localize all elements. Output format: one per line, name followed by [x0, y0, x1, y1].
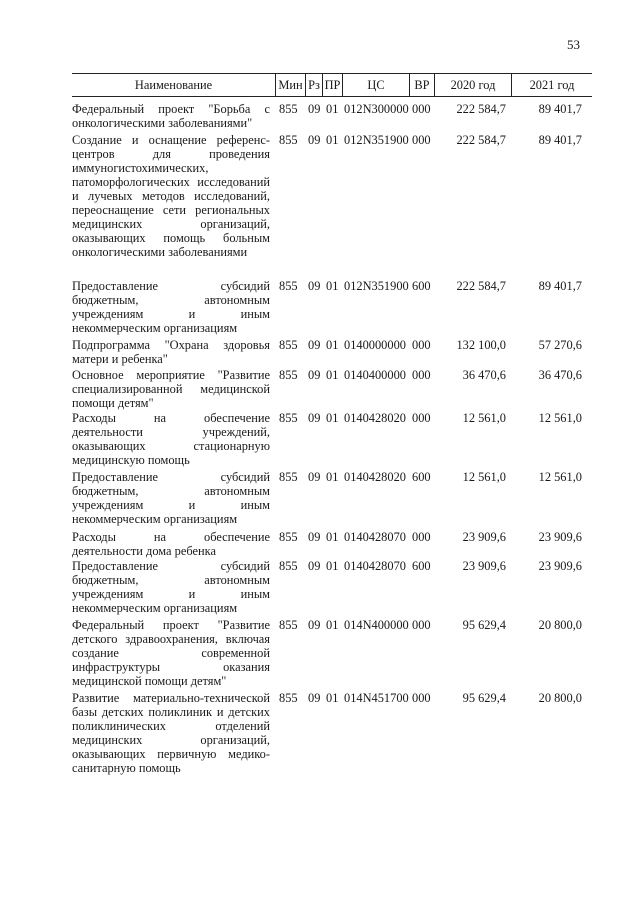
row-name: Подпрограмма "Охрана здоровья матери и ребенка"	[72, 338, 270, 366]
row-cs: 0140000000	[344, 338, 406, 352]
row-cs: 014N400000	[344, 618, 409, 632]
row-pr: 01	[326, 618, 339, 632]
row-min: 855	[279, 559, 298, 573]
row-pr: 01	[326, 338, 339, 352]
row-vr: 000	[412, 133, 431, 147]
row-cs: 012N351900	[344, 279, 409, 293]
row-min: 855	[279, 530, 298, 544]
header-2020: 2020 год	[435, 74, 512, 96]
row-rz: 09	[308, 368, 321, 382]
row-min: 855	[279, 102, 298, 116]
row-pr: 01	[326, 559, 339, 573]
row-name: Создание и оснащение референс-центров для проведения иммуногистохимических, патоморфологических исследований и лучевых методов исследований, переоснащение сети региональных медицинских организаций, оказывающих помощь больным онкологическими заболеваниями	[72, 133, 270, 259]
row-vr: 000	[412, 411, 431, 425]
row-2020: 132 100,0	[456, 338, 506, 352]
row-pr: 01	[326, 368, 339, 382]
row-rz: 09	[308, 338, 321, 352]
row-name: Федеральный проект "Развитие детского здравоохранения, включая создание современной инфраструктуры оказания медицинской помощи детям"	[72, 618, 270, 688]
header-vr: ВР	[410, 74, 435, 96]
row-cs: 0140428070	[344, 559, 406, 573]
row-name: Предоставление субсидий бюджетным, автономным учреждениям и иным некоммерческим организациям	[72, 279, 270, 335]
row-name: Расходы на обеспечение деятельности учреждений, оказывающих стационарную медицинскую помощь	[72, 411, 270, 467]
row-rz: 09	[308, 102, 321, 116]
row-name: Предоставление субсидий бюджетным, автономным учреждениям и иным некоммерческим организациям	[72, 559, 270, 615]
row-rz: 09	[308, 279, 321, 293]
row-min: 855	[279, 368, 298, 382]
row-2020: 36 470,6	[462, 368, 506, 382]
header-rz: Рз	[306, 74, 323, 96]
row-cs: 014N451700	[344, 691, 409, 705]
row-pr: 01	[326, 102, 339, 116]
row-2020: 23 909,6	[462, 559, 506, 573]
row-pr: 01	[326, 530, 339, 544]
row-2020: 12 561,0	[462, 470, 506, 484]
row-name: Основное мероприятие "Развитие специализированной медицинской помощи детям"	[72, 368, 270, 410]
row-cs: 0140428070	[344, 530, 406, 544]
row-2020: 23 909,6	[462, 530, 506, 544]
row-cs: 0140428020	[344, 470, 406, 484]
row-2020: 222 584,7	[456, 102, 506, 116]
header-name: Наименование	[72, 74, 276, 96]
header-2021: 2021 год	[529, 78, 575, 92]
page-number: 53	[567, 37, 580, 52]
row-vr: 000	[412, 368, 431, 382]
row-2021: 12 561,0	[538, 411, 582, 425]
row-pr: 01	[326, 133, 339, 147]
row-name: Предоставление субсидий бюджетным, автономным учреждениям и иным некоммерческим организациям	[72, 470, 270, 526]
row-2021: 20 800,0	[538, 618, 582, 632]
row-2021: 36 470,6	[538, 368, 582, 382]
row-2021: 89 401,7	[538, 102, 582, 116]
row-rz: 09	[308, 559, 321, 573]
row-min: 855	[279, 691, 298, 705]
row-cs: 0140400000	[344, 368, 406, 382]
row-name: Развитие материально-технической базы детских поликлиник и детских поликлинических отделений медицинских организаций, оказывающих первичную медико-санитарную помощь	[72, 691, 270, 775]
table-header	[72, 73, 592, 97]
row-2021: 23 909,6	[538, 559, 582, 573]
row-rz: 09	[308, 530, 321, 544]
row-2021: 89 401,7	[538, 133, 582, 147]
row-cs: 012N351900	[344, 133, 409, 147]
row-2020: 12 561,0	[462, 411, 506, 425]
row-min: 855	[279, 133, 298, 147]
row-2021: 20 800,0	[538, 691, 582, 705]
row-rz: 09	[308, 411, 321, 425]
row-name: Федеральный проект "Борьба с онкологическими заболеваниями"	[72, 102, 270, 130]
row-cs: 012N300000	[344, 102, 409, 116]
row-2021: 12 561,0	[538, 470, 582, 484]
row-min: 855	[279, 618, 298, 632]
row-name: Расходы на обеспечение деятельности дома ребенка	[72, 530, 270, 558]
row-vr: 000	[412, 691, 431, 705]
header-min: Мин	[276, 74, 306, 96]
row-pr: 01	[326, 470, 339, 484]
row-pr: 01	[326, 691, 339, 705]
row-2020: 222 584,7	[456, 133, 506, 147]
row-2021: 57 270,6	[538, 338, 582, 352]
row-2020: 95 629,4	[462, 691, 506, 705]
row-vr: 000	[412, 338, 431, 352]
row-2020: 222 584,7	[456, 279, 506, 293]
row-min: 855	[279, 411, 298, 425]
header-cs: ЦС	[343, 74, 410, 96]
row-vr: 000	[412, 530, 431, 544]
row-2021: 89 401,7	[538, 279, 582, 293]
header-pr: ПР	[323, 74, 343, 96]
row-min: 855	[279, 279, 298, 293]
row-2020: 95 629,4	[462, 618, 506, 632]
row-rz: 09	[308, 691, 321, 705]
row-2021: 23 909,6	[538, 530, 582, 544]
row-min: 855	[279, 470, 298, 484]
row-cs: 0140428020	[344, 411, 406, 425]
row-vr: 600	[412, 279, 431, 293]
row-pr: 01	[326, 411, 339, 425]
row-rz: 09	[308, 133, 321, 147]
row-vr: 000	[412, 102, 431, 116]
row-vr: 000	[412, 618, 431, 632]
row-rz: 09	[308, 618, 321, 632]
row-rz: 09	[308, 470, 321, 484]
row-vr: 600	[412, 559, 431, 573]
row-vr: 600	[412, 470, 431, 484]
row-min: 855	[279, 338, 298, 352]
row-pr: 01	[326, 279, 339, 293]
